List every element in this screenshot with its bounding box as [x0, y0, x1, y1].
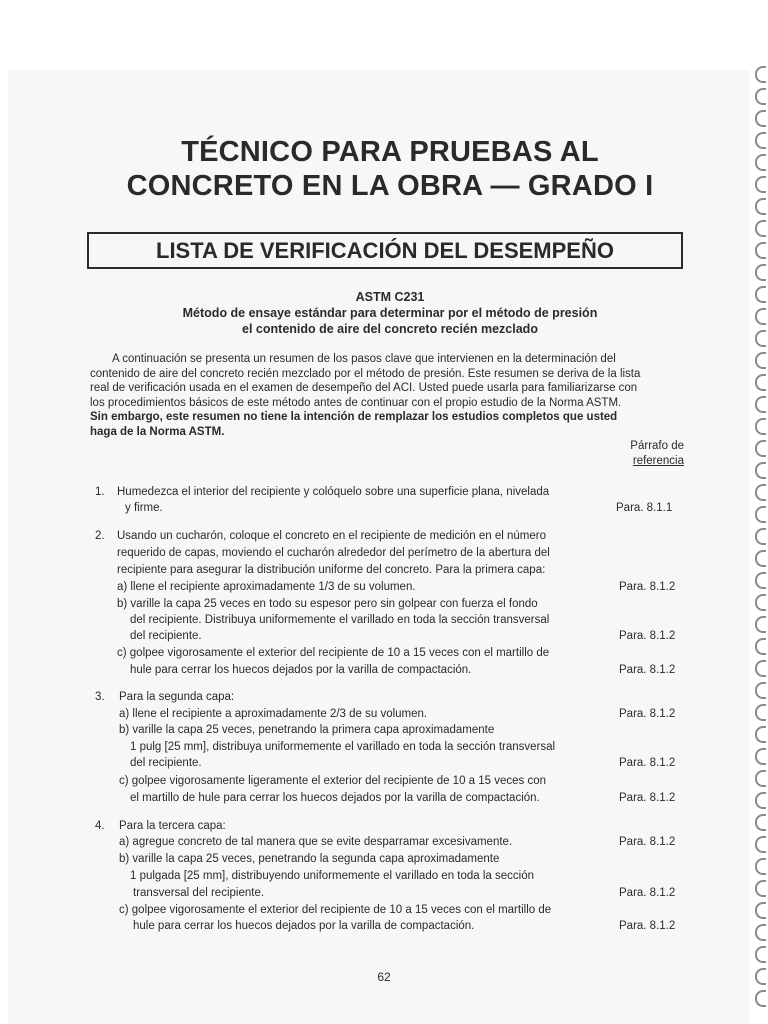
step-number: 3.: [95, 691, 105, 703]
section-title: LISTA DE VERIFICACIÓN DEL DESEMPEÑO: [156, 237, 614, 263]
step-line: 1 pulgada [25 mm], distribuyendo uniformemente el varillado en toda la sección: [130, 870, 535, 882]
spiral-binding: [752, 62, 768, 1024]
step-line: c) golpee vigorosamente el exterior del recipiente de 10 a 15 veces con el martillo de: [119, 904, 552, 916]
step-line: hule para cerrar los huecos dejados por la varilla de compactación.: [133, 920, 475, 932]
intro-paragraph: [90, 352, 686, 440]
step-line: transversal del recipiente.: [133, 887, 265, 899]
step-line: el martillo de hule para cerrar los huecos dejados por la varilla de compactación.: [130, 792, 540, 804]
step-line: y firme.: [125, 502, 163, 514]
step-line: Para la segunda capa:: [119, 691, 235, 703]
step-reference: Para. 8.1.2: [619, 757, 676, 769]
step-line: recipiente para asegurar la distribución uniforme del concreto. Para la primera capa:: [117, 564, 546, 576]
step-line: b) varille la capa 25 veces, penetrando la segunda capa aproximadamente: [119, 853, 500, 865]
intro-line: real de verificación usada en el examen de desempeño del ACI. Usted puede usarla para familiarizarse con: [90, 382, 638, 395]
step-line: Para la tercera capa:: [119, 820, 226, 832]
reference-header-line-1: Párrafo de: [630, 440, 684, 452]
intro-bold-line: Sin embargo, este resumen no tiene la intención de remplazar los estudios completos que usted: [90, 411, 618, 424]
title-line-1: TÉCNICO PARA PRUEBAS AL: [181, 136, 599, 168]
step-line: c) golpee vigorosamente ligeramente el exterior del recipiente de 10 a 15 veces con: [119, 775, 547, 787]
intro-line: A continuación se presenta un resumen de los pasos clave que intervienen en la determinación del: [112, 353, 616, 365]
step-line: a) llene el recipiente aproximadamente 1/3 de su volumen.: [117, 581, 416, 593]
reference-header-line-2: referencia: [632, 455, 684, 467]
step-line: a) agregue concreto de tal manera que se evite desparramar excesivamente.: [119, 836, 513, 848]
step-reference: Para. 8.1.2: [619, 708, 676, 720]
page-title: [100, 135, 680, 203]
standard-code: ASTM C231: [355, 290, 425, 304]
step-line: c) golpee vigorosamente el exterior del recipiente de 10 a 15 veces con el martillo de: [117, 647, 550, 659]
step-reference: Para. 8.1.2: [619, 630, 676, 642]
step-reference: Para. 8.1.2: [619, 792, 676, 804]
step-reference: Para. 8.1.2: [619, 887, 676, 899]
step-line: del recipiente.: [130, 757, 202, 769]
title-line-2: CONCRETO EN LA OBRA — GRADO I: [126, 170, 654, 202]
standard-heading: [90, 289, 690, 337]
page-number: 62: [377, 970, 391, 984]
step-reference: Para. 8.1.2: [619, 664, 676, 676]
intro-line: contenido de aire del concreto recién mezclado por el método de presión. Este resumen se deriva de la lista: [90, 367, 641, 380]
step-line: requerido de capas, moviendo el cucharón alrededor del perímetro de la abertura del: [117, 547, 550, 559]
step-reference: Para. 8.1.2: [619, 581, 676, 593]
step-number: 1.: [95, 486, 105, 498]
intro-bold-line: haga de la Norma ASTM.: [90, 425, 225, 438]
intro-line: los procedimientos básicos de este método antes de continuar con el propio estudio de la Norma ASTM.: [90, 396, 622, 409]
reference-header: [630, 439, 684, 469]
step-line: 1 pulg [25 mm], distribuya uniformemente el varillado en toda la sección transversal: [130, 741, 556, 753]
step-number: 4.: [95, 820, 105, 832]
step-line: del recipiente.: [130, 630, 202, 642]
step-line: b) varille la capa 25 veces en todo su espesor pero sin golpear con fuerza el fondo: [117, 598, 538, 610]
standard-name-line-2: el contenido de aire del concreto recién mezclado: [242, 322, 538, 336]
step-reference: Para. 8.1.2: [619, 920, 676, 932]
step-line: a) llene el recipiente a aproximadamente 2/3 de su volumen.: [119, 708, 428, 720]
step-line: Usando un cucharón, coloque el concreto en el recipiente de medición en el número: [117, 530, 546, 542]
step-line: del recipiente. Distribuya uniformemente el varillado en toda la sección transversal: [130, 614, 550, 626]
step-line: Humedezca el interior del recipiente y colóquelo sobre una superficie plana, nivelada: [117, 486, 550, 498]
step-number: 2.: [95, 530, 105, 542]
step-reference: Para. 8.1.1: [616, 502, 673, 514]
step-line: b) varille la capa 25 veces, penetrando la primera capa aproximadamente: [119, 724, 495, 736]
section-title-box: [87, 232, 683, 269]
step-reference: Para. 8.1.2: [619, 836, 676, 848]
standard-name-line-1: Método de ensaye estándar para determinar por el método de presión: [182, 306, 598, 320]
step-line: hule para cerrar los huecos dejados por la varilla de compactación.: [130, 664, 472, 676]
